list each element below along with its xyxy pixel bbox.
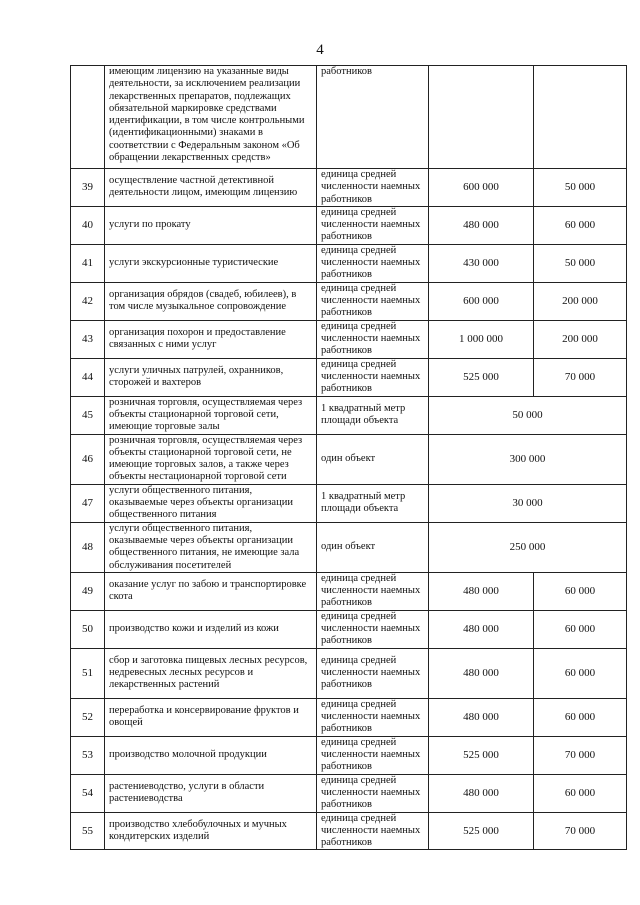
activity-description: услуги общественного питания, оказываемые через объекты организации общественного питания, не имеющие зала обслуживания посетителей (105, 522, 317, 572)
row-number: 48 (71, 522, 105, 572)
unit-of-measure: единица средней численности наемных работников (317, 774, 429, 812)
activity-description: растениеводство, услуги в области растениеводства (105, 774, 317, 812)
rate-value-1: 600 000 (429, 282, 534, 320)
activity-description: оказание услуг по забою и транспортировке скота (105, 572, 317, 610)
table-row (71, 320, 627, 358)
page-number: 4 (316, 42, 324, 58)
row-number: 50 (71, 610, 105, 648)
rate-value-1: 480 000 (429, 610, 534, 648)
rate-value-1: 480 000 (429, 698, 534, 736)
activity-description: розничная торговля, осуществляемая через объекты стационарной торговой сети, имеющие торговые залы (105, 396, 317, 434)
unit-of-measure: один объект (317, 434, 429, 484)
row-number: 55 (71, 812, 105, 850)
rate-value-1: 480 000 (429, 648, 534, 698)
unit-of-measure: 1 квадратный метр площади объекта (317, 396, 429, 434)
table-row (71, 812, 627, 850)
row-number: 40 (71, 206, 105, 244)
activity-cell: имеющим лицензию на указанные виды деятельности, за исключением реализации лекарственных препаратов, подлежащих обязательной маркировке средствами идентификации, в том числе контрольными (идентификационными) знаками в соответствии с Федеральным законом «Об обращении лекарственных средств» (105, 66, 317, 169)
rate-value-1: 480 000 (429, 572, 534, 610)
table-row (71, 610, 627, 648)
table-row (71, 169, 627, 207)
rate-value-2: 70 000 (534, 358, 627, 396)
value-cell (534, 66, 627, 169)
rate-value-2: 60 000 (534, 610, 627, 648)
table-row (71, 282, 627, 320)
unit-of-measure: единица средней численности наемных работников (317, 648, 429, 698)
table-row (71, 484, 627, 522)
row-number: 43 (71, 320, 105, 358)
table-row (71, 396, 627, 434)
row-number: 49 (71, 572, 105, 610)
row-number: 46 (71, 434, 105, 484)
rate-value-2: 60 000 (534, 774, 627, 812)
value-cell (429, 66, 534, 169)
activity-description: сбор и заготовка пищевых лесных ресурсов, недревесных лесных ресурсов и лекарственных растений (105, 648, 317, 698)
row-number: 53 (71, 736, 105, 774)
table-row (71, 572, 627, 610)
row-number: 54 (71, 774, 105, 812)
activity-description: организация похорон и предоставление связанных с ними услуг (105, 320, 317, 358)
row-number: 39 (71, 169, 105, 207)
unit-of-measure: единица средней численности наемных работников (317, 610, 429, 648)
rate-value-merged: 250 000 (429, 522, 627, 572)
activity-description: осуществление частной детективной деятельности лицом, имеющим лицензию (105, 169, 317, 207)
activity-description: услуги общественного питания, оказываемые через объекты организации общественного питания (105, 484, 317, 522)
rate-value-1: 430 000 (429, 244, 534, 282)
rate-value-1: 525 000 (429, 812, 534, 850)
rate-value-2: 50 000 (534, 244, 627, 282)
rate-value-2: 200 000 (534, 282, 627, 320)
rate-value-2: 60 000 (534, 572, 627, 610)
activity-description: переработка и консервирование фруктов и овощей (105, 698, 317, 736)
table-row (71, 206, 627, 244)
row-number: 47 (71, 484, 105, 522)
rate-value-2: 70 000 (534, 736, 627, 774)
table-row (71, 648, 627, 698)
activity-description: производство кожи и изделий из кожи (105, 610, 317, 648)
table-row (71, 244, 627, 282)
unit-of-measure: единица средней численности наемных работников (317, 572, 429, 610)
row-number-cell (71, 66, 105, 169)
rate-value-2: 60 000 (534, 698, 627, 736)
rate-value-1: 600 000 (429, 169, 534, 207)
rate-value-2: 60 000 (534, 648, 627, 698)
activity-description: производство молочной продукции (105, 736, 317, 774)
unit-of-measure: единица средней численности наемных работников (317, 698, 429, 736)
activity-description: услуги уличных патрулей, охранников, сторожей и вахтеров (105, 358, 317, 396)
unit-of-measure: единица средней численности наемных работников (317, 320, 429, 358)
rate-value-merged: 30 000 (429, 484, 627, 522)
activity-description: организация обрядов (свадеб, юбилеев), в том числе музыкальное сопровождение (105, 282, 317, 320)
rate-value-2: 200 000 (534, 320, 627, 358)
rate-value-1: 525 000 (429, 358, 534, 396)
unit-of-measure: единица средней численности наемных работников (317, 169, 429, 207)
row-number: 51 (71, 648, 105, 698)
activity-description: производство хлебобулочных и мучных кондитерских изделий (105, 812, 317, 850)
activity-description: услуги по прокату (105, 206, 317, 244)
tax-rates-table (70, 65, 627, 850)
unit-of-measure: единица средней численности наемных работников (317, 282, 429, 320)
unit-of-measure: единица средней численности наемных работников (317, 358, 429, 396)
row-number: 44 (71, 358, 105, 396)
unit-of-measure: единица средней численности наемных работников (317, 206, 429, 244)
rate-value-1: 525 000 (429, 736, 534, 774)
table-row (71, 698, 627, 736)
row-number: 45 (71, 396, 105, 434)
unit-of-measure: единица средней численности наемных работников (317, 244, 429, 282)
table-row (71, 358, 627, 396)
unit-of-measure: 1 квадратный метр площади объекта (317, 484, 429, 522)
row-number: 41 (71, 244, 105, 282)
rate-value-1: 480 000 (429, 206, 534, 244)
table-row (71, 774, 627, 812)
rate-value-1: 480 000 (429, 774, 534, 812)
unit-of-measure: единица средней численности наемных работников (317, 736, 429, 774)
rate-value-2: 60 000 (534, 206, 627, 244)
row-number: 52 (71, 698, 105, 736)
table-row (71, 736, 627, 774)
activity-description: розничная торговля, осуществляемая через объекты стационарной торговой сети, не имеющие торговых залов, а также через объекты нестационарной торговой сети (105, 434, 317, 484)
unit-of-measure: единица средней численности наемных работников (317, 812, 429, 850)
table-row (71, 434, 627, 484)
unit-cell: работников (317, 66, 429, 169)
rate-value-2: 70 000 (534, 812, 627, 850)
row-number: 42 (71, 282, 105, 320)
unit-of-measure: один объект (317, 522, 429, 572)
table-row-continuation (71, 66, 627, 169)
table-row (71, 522, 627, 572)
rate-value-1: 1 000 000 (429, 320, 534, 358)
activity-description: услуги экскурсионные туристические (105, 244, 317, 282)
rate-value-merged: 300 000 (429, 434, 627, 484)
rate-value-2: 50 000 (534, 169, 627, 207)
rate-value-merged: 50 000 (429, 396, 627, 434)
